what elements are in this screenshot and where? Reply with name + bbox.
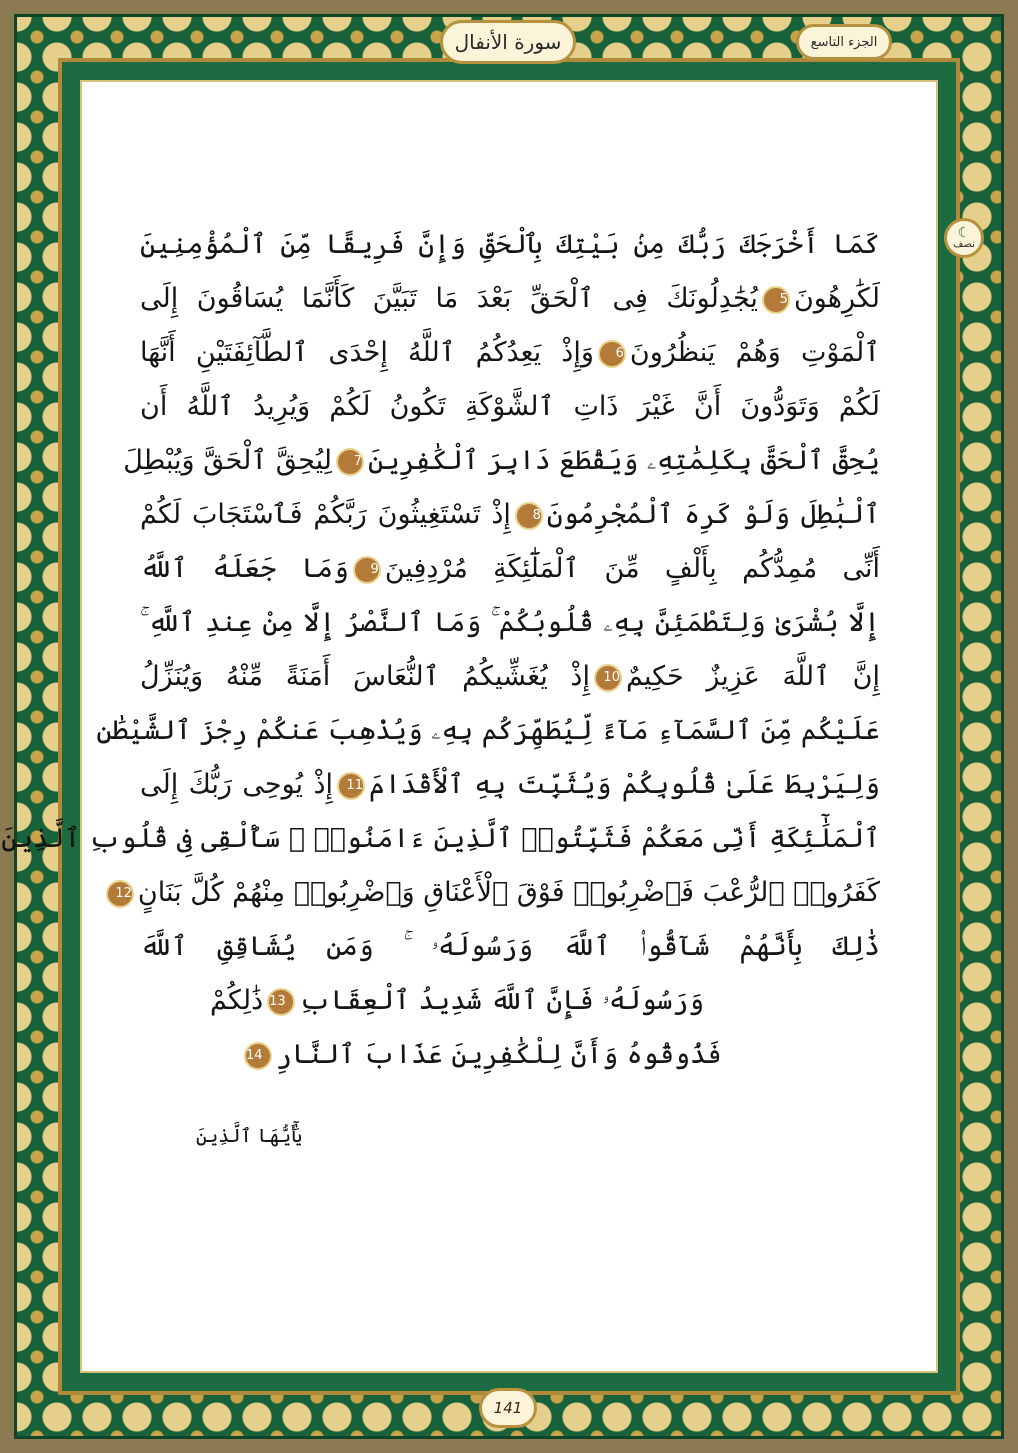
hizb-marker: [944, 218, 984, 258]
verse-text: إِلَّا بُشْرَىٰ وَلِتَطْمَئِنَّ بِهِۦ قُلُوبُكُمْ ۚ وَمَا ٱلنَّصْرُ إِلَّا مِنْ عِندِ ٱللَّهِ ۚ: [140, 607, 880, 638]
ayah-number-marker: 9: [353, 556, 381, 584]
verse-text: لِيُحِقَّ ٱلْحَقَّ وَيُبْطِلَ: [123, 445, 333, 476]
text-line: [123, 434, 880, 488]
verse-text: وَلِيَرْبِطَ عَلَىٰ قُلُوبِكُمْ وَيُثَبِّتَ بِهِ ٱلْأَقْدَامَ: [369, 769, 880, 800]
ayah-number-marker: 7: [336, 448, 364, 476]
text-line: [140, 326, 880, 380]
verse-text: إِذْ تَسْتَغِيثُونَ رَبَّكُمْ فَٱسْتَجَابَ لَكُمْ: [140, 499, 511, 530]
text-line: [140, 758, 880, 812]
verse-text: ذَٰلِكَ بِأَنَّهُمْ شَآقُّوا۟ ٱللَّهَ وَرَسُولَهُۥ ۚ وَمَن يُشَاقِقِ ٱللَّهَ: [140, 931, 880, 962]
juz-title: الجزء التاسع: [796, 24, 892, 60]
text-line: [210, 974, 850, 1028]
text-line: [240, 1028, 840, 1082]
ayah-number-marker: 11: [337, 772, 365, 800]
text-line: [140, 650, 880, 704]
text-line: [140, 920, 880, 974]
ayah-number-marker: 12: [106, 880, 134, 908]
verse-text: لَكُمْ وَتَوَدُّونَ أَنَّ غَيْرَ ذَاتِ ٱلشَّوْكَةِ تَكُونُ لَكُمْ وَيُرِيدُ ٱللَّهُ أَن: [140, 391, 880, 422]
quran-text: [1, 218, 880, 1082]
verse-text: إِذْ يُغَشِّيكُمُ ٱلنُّعَاسَ أَمَنَةً مِّنْهُ وَيُنَزِّلُ: [140, 661, 590, 692]
verse-text: عَلَيْكُم مِّنَ ٱلسَّمَآءِ مَآءً لِّيُطَهِّرَكُم بِهِۦ وَيُذْهِبَ عَنكُمْ رِجْزَ ٱلشَّيْطَٰنِ: [96, 715, 880, 746]
verse-text: ذَٰلِكُمْ: [210, 985, 264, 1016]
text-line: [140, 542, 880, 596]
verse-text: إِنَّ ٱللَّهَ عَزِيزٌ حَكِيمٌ: [625, 661, 880, 692]
verse-text: إِذْ يُوحِى رَبُّكَ إِلَى: [140, 769, 334, 800]
text-line: [140, 218, 880, 272]
crescent-icon: ☾: [957, 225, 971, 241]
verse-text: أَنِّى مُمِدُّكُم بِأَلْفٍ مِّنَ ٱلْمَلَٰٓئِكَةِ مُرْدِفِينَ: [384, 553, 880, 584]
verse-text: يُحِقَّ ٱلْحَقَّ بِكَلِمَٰتِهِۦ وَيَقْطَعَ دَابِرَ ٱلْكَٰفِرِينَ: [368, 445, 880, 476]
ayah-number-marker: 14: [244, 1042, 272, 1070]
verse-text: كَفَرُوا۟ ٱلرُّعْبَ فَٱضْرِبُوا۟ فَوْقَ ٱلْأَعْنَاقِ وَٱضْرِبُوا۟ مِنْهُمْ كُلَّ بَنَانٍ: [137, 877, 880, 908]
verse-text: ٱلْبَٰطِلَ وَلَوْ كَرِهَ ٱلْمُجْرِمُونَ: [546, 499, 880, 530]
surah-title: سورة الأنفال: [440, 20, 576, 64]
verse-text: وَإِذْ يَعِدُكُمُ ٱللَّهُ إِحْدَى ٱلطَّآئِفَتَيْنِ أَنَّهَا: [140, 337, 594, 368]
ayah-number-marker: 8: [515, 502, 543, 530]
verse-text: كَمَا أَخْرَجَكَ رَبُّكَ مِنۢ بَيْتِكَ بِٱلْحَقِّ وَإِنَّ فَرِيقًا مِّنَ ٱلْمُؤْمِنِينَ: [140, 229, 880, 260]
text-line: [1, 812, 880, 866]
verse-text: ٱلْمَلَٰٓئِكَةِ أَنِّى مَعَكُمْ فَثَبِّتُوا۟ ٱلَّذِينَ ءَامَنُوا۟ ۚ سَأُلْقِى فِى قُلُوبِ ٱلَّذِينَ: [1, 823, 880, 854]
text-line: [140, 272, 880, 326]
verse-text: وَرَسُولَهُۥ فَإِنَّ ٱللَّهَ شَدِيدُ ٱلْعِقَابِ: [299, 985, 705, 1016]
verse-text: يُجَٰدِلُونَكَ فِى ٱلْحَقِّ بَعْدَ مَا تَبَيَّنَ كَأَنَّمَا يُسَاقُونَ إِلَى: [140, 283, 758, 314]
verse-text: لَكَٰرِهُونَ: [793, 283, 880, 314]
text-line: [140, 380, 880, 434]
ayah-number-marker: 5: [762, 286, 790, 314]
text-line: [140, 488, 880, 542]
page-number: 141: [479, 1388, 537, 1428]
hizb-marker-label: نصف: [953, 239, 975, 250]
text-line: [140, 596, 880, 650]
verse-text: ٱلْمَوْتِ وَهُمْ يَنظُرُونَ: [629, 337, 880, 368]
ayah-number-marker: 6: [598, 340, 626, 368]
verse-text: فَذُوقُوهُ وَأَنَّ لِلْكَٰفِرِينَ عَذَابَ ٱلنَّارِ: [276, 1039, 722, 1070]
ayah-number-marker: 13: [267, 988, 295, 1016]
text-line: [96, 704, 880, 758]
ayah-number-marker: 10: [594, 664, 622, 692]
text-line: [115, 866, 880, 920]
catchword: يَٰٓأَيُّهَا ٱلَّذِينَ: [196, 1125, 303, 1147]
verse-text: وَمَا جَعَلَهُ ٱللَّهُ: [140, 553, 349, 584]
